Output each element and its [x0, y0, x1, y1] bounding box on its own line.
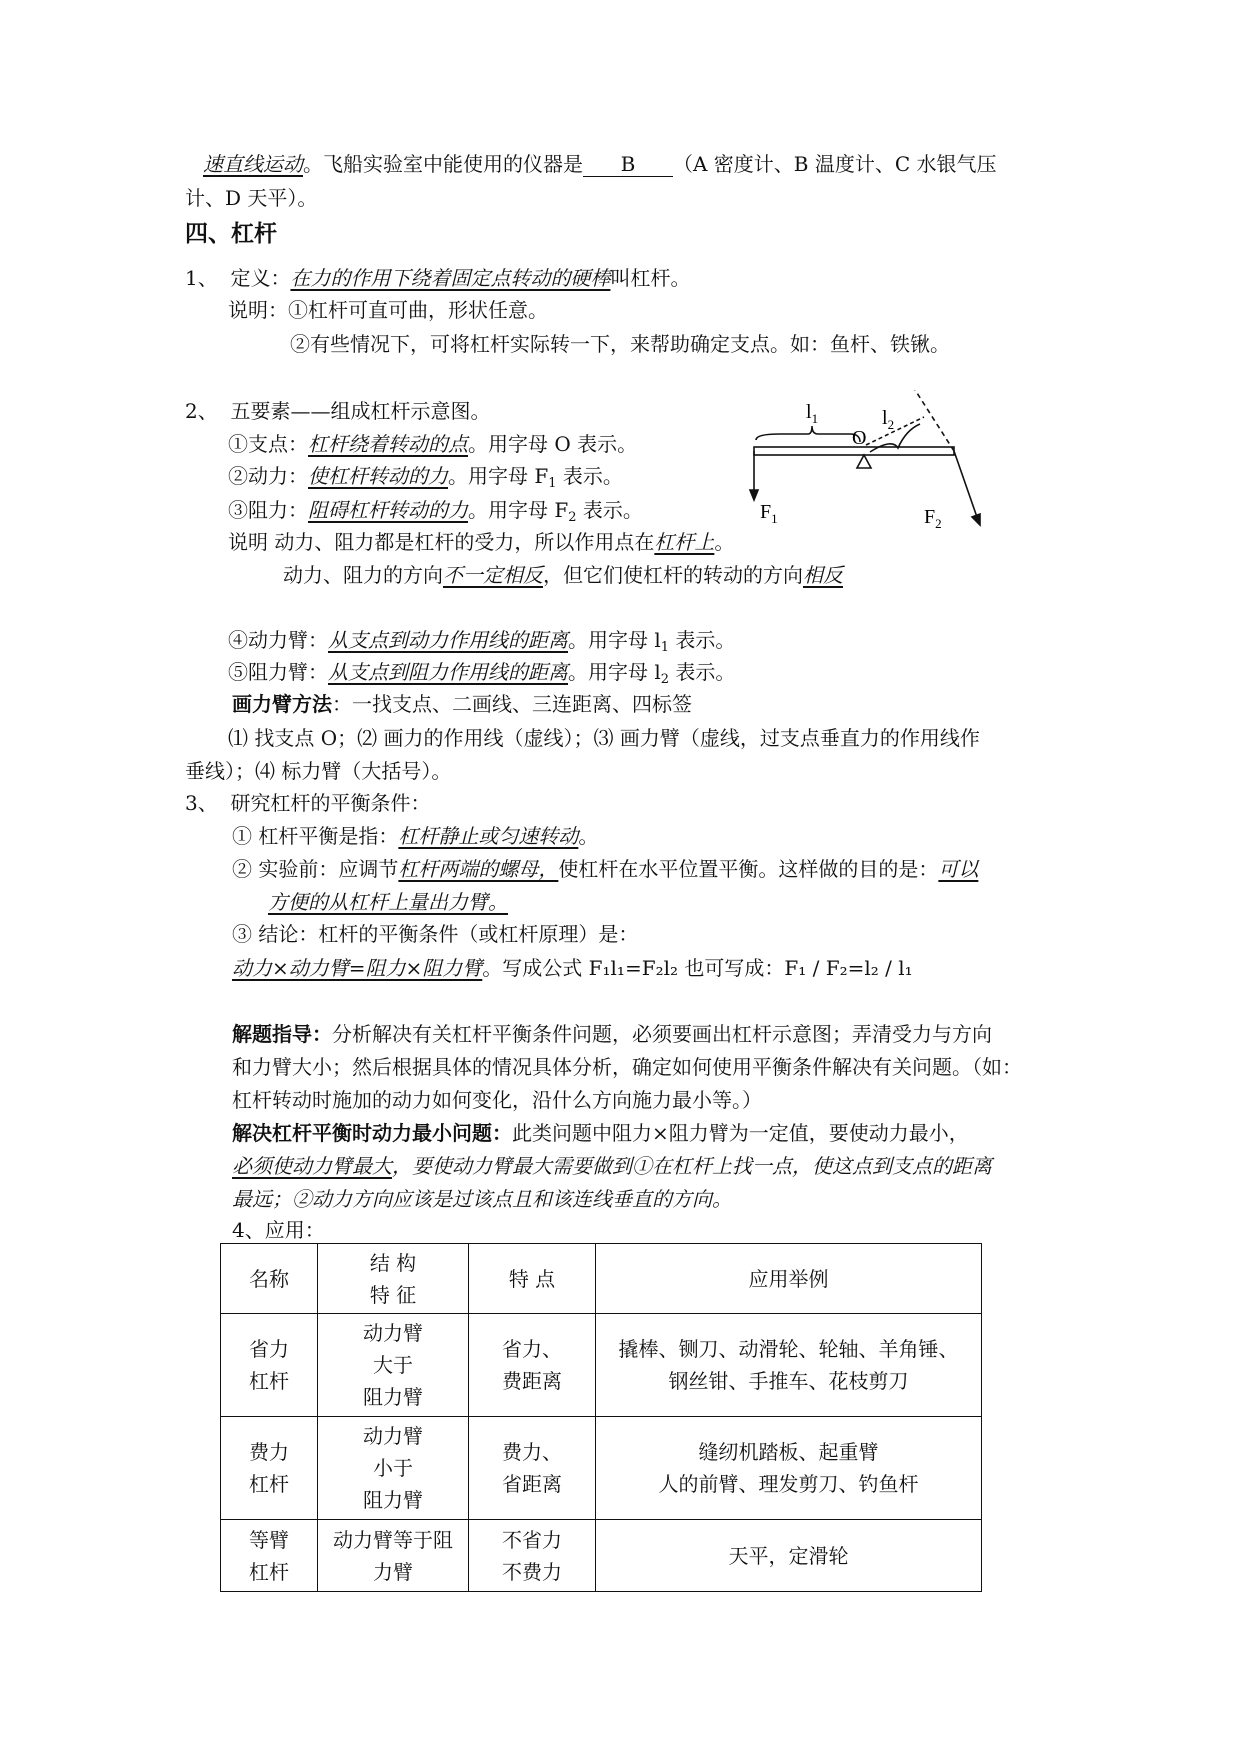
effort-def: 使杠杆转动的力	[308, 464, 448, 488]
application-title: 4、应用：	[232, 1218, 325, 1242]
force-note-2	[283, 559, 843, 591]
table-row	[221, 1314, 982, 1417]
min-line-3: 最远；②动力方向应该是过该点且和该连线垂直的方向。	[232, 1187, 732, 1211]
guide-l1: 分析解决有关杠杆平衡条件问题，必须要画出杠杆示意图；弄清受力与方向	[332, 1022, 992, 1046]
resistance-line-svg	[954, 451, 978, 520]
intro-underlined: 速直线运动	[203, 152, 303, 176]
table-cell: 不省力 不费力	[469, 1520, 596, 1592]
min-l1: 此类问题中阻力×阻力臂为一定值，要使动力最小，	[512, 1121, 969, 1145]
header-name: 名称	[221, 1244, 318, 1314]
guide-line-1	[232, 1018, 992, 1050]
resistance-arm-tail-post: 表示。	[669, 660, 736, 684]
guide-line-2: 和力臂大小；然后根据具体的情况具体分析，确定如何使用平衡条件解决有关问题。（如：	[232, 1055, 1022, 1079]
header-structure: 结 构 特 征	[318, 1244, 469, 1314]
balance-p1	[232, 820, 598, 852]
table-cell: 撬棒、铡刀、动滑轮、轮轴、羊角锤、 钢丝钳、手推车、花枝剪刀	[596, 1314, 982, 1417]
table-row	[221, 1520, 982, 1592]
effort-arm-def: 从支点到动力作用线的距离	[328, 628, 568, 652]
diagram-f2: $F_2$	[924, 506, 942, 531]
method-detail-1: ⑴ 找支点 O；⑵ 画力的作用线（虚线）；⑶ 画力臂（虚线，过支点垂直力的作用线作	[228, 726, 980, 750]
table-cell: 省力、 费距离	[469, 1314, 596, 1417]
balance-formula	[232, 952, 913, 984]
five-elements-heading: 五要素——组成杠杆示意图。	[230, 399, 491, 423]
effort-sub: 1	[548, 476, 557, 491]
table-cell: 动力臂等于阻 力臂	[318, 1520, 469, 1592]
balance-p1-pre: ① 杠杆平衡是指：	[232, 824, 399, 848]
table-cell: 等臂 杠杆	[221, 1520, 318, 1592]
resistance-sub: 2	[568, 510, 577, 525]
force-note-1	[228, 526, 734, 558]
fulcrum-def: 杠杆绕着转动的点	[308, 432, 468, 456]
effort-label: ②动力：	[228, 464, 308, 488]
min-line-2	[232, 1150, 992, 1182]
lever-diagram	[740, 390, 990, 540]
force-note-1-pre: 说明 动力、阻力都是杠杆的受力，所以作用点在	[228, 530, 655, 554]
definition-num: 1、	[185, 266, 218, 290]
resistance-arm	[866, 417, 924, 445]
effort-tail: 。用字母 F	[448, 464, 549, 488]
resistance-arm-label: ⑤阻力臂：	[228, 660, 328, 684]
table-cell: 费力、 省距离	[469, 1417, 596, 1520]
balance-p2	[232, 853, 978, 885]
formula-tail: 。写成公式 F₁l₁=F₂l₂ 也可写成：F₁ / F₂=l₂ / l₁	[482, 956, 913, 980]
section-title: 四、杠杆	[185, 221, 277, 247]
balance-p3: ③ 结论：杠杆的平衡条件（或杠杆原理）是：	[232, 922, 639, 946]
definition-tail: 叫杠杆。	[610, 266, 691, 290]
diagram-l1: $l_1$	[806, 401, 819, 426]
effort-arm-brace	[756, 426, 860, 442]
effort-arm-tail: 。用字母 l	[568, 628, 661, 652]
intro-line-2: 计、D 天平）。	[185, 186, 318, 210]
resistance-tail-post: 表示。	[576, 498, 643, 522]
table-cell: 天平，定滑轮	[596, 1520, 982, 1592]
diagram-f1: $F_1$	[760, 501, 778, 526]
min-l2-u: 必须使动力臂最大	[232, 1154, 392, 1178]
fulcrum-tail: 。用字母 O 表示。	[468, 432, 638, 456]
resistance-arm-tail: 。用字母 l	[568, 660, 661, 684]
table-row	[221, 1417, 982, 1520]
resistance-arrow	[972, 514, 980, 525]
intro-text: 。飞船实验室中能使用的仪器是	[303, 152, 583, 176]
application-table	[220, 1243, 982, 1592]
answer-blank: B	[583, 152, 673, 177]
balance-p2-pre: ② 实验前：应调节	[232, 857, 399, 881]
table-cell: 省力 杠杆	[221, 1314, 318, 1417]
guide-label: 解题指导：	[232, 1022, 332, 1046]
table-cell: 缝纫机踏板、起重臂 人的前臂、理发剪刀、钓鱼杆	[596, 1417, 982, 1520]
force-note-2-mid: ，但它们使杠杆的转动的方向	[543, 563, 803, 587]
resistance-label: ③阻力：	[228, 498, 308, 522]
definition-note-1: 说明：①杠杆可直可曲，形状任意。	[228, 298, 548, 322]
resistance-arm-def: 从支点到阻力作用线的距离	[328, 660, 568, 684]
balance-p2-u2: 可以	[938, 857, 979, 881]
balance-num: 3、	[185, 791, 218, 815]
definition-underlined: 在力的作用下绕着固定点转动的硬棒	[290, 266, 611, 290]
balance-p2-u1: 杠杆两端的螺母，	[398, 857, 559, 881]
effort-arm-tail-post: 表示。	[669, 628, 736, 652]
table-cell: 费力 杠杆	[221, 1417, 318, 1520]
effort-arm-sub: 1	[660, 640, 670, 655]
definition-note-2: ②有些情况下，可将杠杆实际转一下，来帮助确定支点。如：鱼杆、铁锹。	[290, 332, 950, 356]
fulcrum-triangle	[857, 455, 871, 468]
balance-heading: 研究杠杆的平衡条件：	[230, 791, 431, 815]
force-note-1-u: 杠杆上	[654, 530, 715, 554]
min-line-1	[232, 1117, 969, 1149]
resistance-def: 阻碍杠杆转动的力	[308, 498, 468, 522]
min-l2-rest: ，要使动力臂最大需要做到①在杠杆上找一点，使这点到支点的距离	[392, 1154, 992, 1178]
header-feature: 特 点	[469, 1244, 596, 1314]
effort-arrow	[750, 490, 758, 500]
balance-p2-line2	[268, 886, 508, 918]
intro-line-1	[203, 148, 997, 180]
method-text: ：一找支点、二画线、三连距离、四标签	[332, 692, 692, 716]
force-note-2-u2: 相反	[803, 563, 843, 587]
balance-p1-u: 杠杆静止或匀速转动	[398, 824, 579, 848]
min-label: 解决杠杆平衡时动力最小问题：	[232, 1121, 512, 1145]
header-examples: 应用举例	[596, 1244, 982, 1314]
fulcrum-label: ①支点：	[228, 432, 308, 456]
force-note-2-pre: 动力、阻力的方向	[283, 563, 443, 587]
balance-p1-tail: 。	[578, 824, 599, 848]
guide-line-3: 杠杆转动时施加的动力如何变化，沿什么方向施力最小等。）	[232, 1088, 762, 1112]
fulcrum-line	[228, 428, 637, 460]
definition-label: 定义：	[230, 266, 291, 290]
resistance-arm-sub: 2	[660, 672, 670, 687]
resistance-tail: 。用字母 F	[468, 498, 569, 522]
method-label: 画力臂方法	[232, 692, 332, 716]
intro-tail: （A 密度计、B 温度计、C 水银气压	[673, 152, 997, 176]
diagram-o: O	[852, 427, 867, 449]
definition-line	[185, 262, 690, 294]
force-note-1-tail: 。	[714, 530, 735, 554]
formula-u: 动力×动力臂=阻力×阻力臂	[232, 956, 483, 980]
five-elements-title	[185, 395, 490, 427]
effort-tail-post: 表示。	[556, 464, 623, 488]
balance-title	[185, 787, 430, 819]
balance-p2-l2-u: 方便的从杠杆上量出力臂。	[268, 890, 508, 914]
method-detail-2: 垂线）；⑷ 标力臂（大括号）。	[185, 759, 452, 783]
table-cell: 动力臂 小于 阻力臂	[318, 1417, 469, 1520]
balance-p2-mid: 使杠杆在水平位置平衡。这样做的目的是：	[558, 857, 939, 881]
five-elements-num: 2、	[185, 399, 218, 423]
effort-arm-label: ④动力臂：	[228, 628, 328, 652]
table-header-row	[221, 1244, 982, 1314]
table-cell: 动力臂 大于 阻力臂	[318, 1314, 469, 1417]
diagram-l2: $l_2$	[882, 407, 895, 432]
method-line	[232, 688, 692, 720]
force-note-2-u1: 不一定相反	[443, 563, 543, 587]
